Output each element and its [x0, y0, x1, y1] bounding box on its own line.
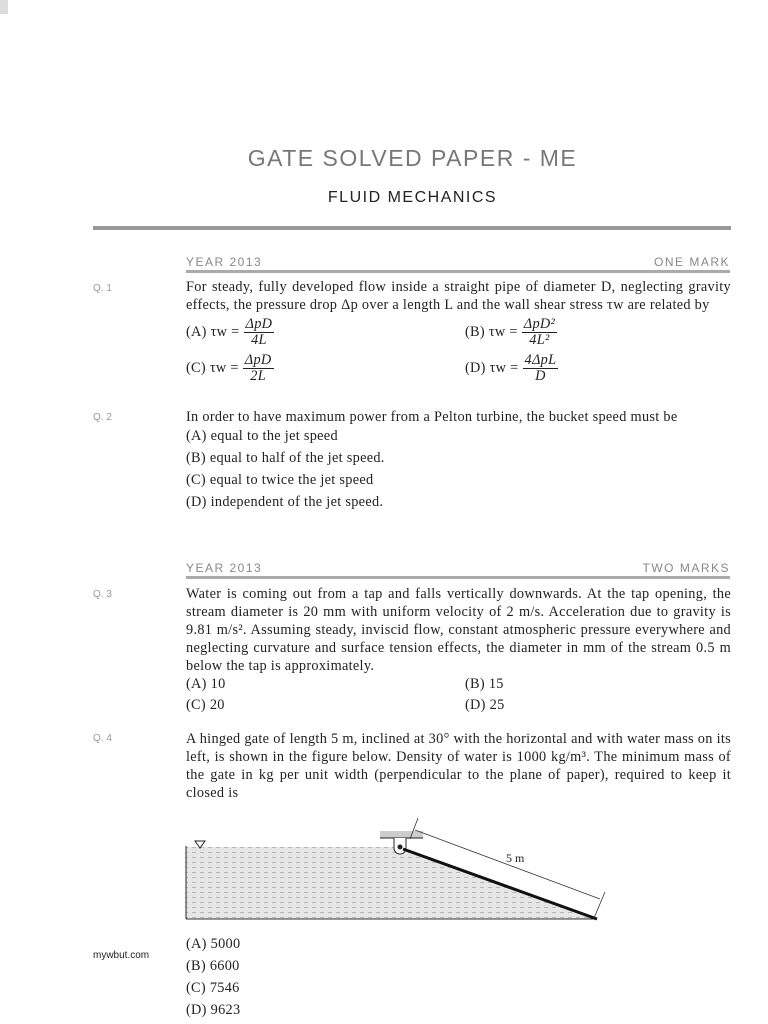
section-marks: ONE MARK [653, 255, 730, 269]
option-c: (C) 7546 [186, 980, 240, 996]
free-surface-icon [195, 841, 205, 848]
question-number: Q. 2 [93, 412, 112, 423]
question-number: Q. 3 [93, 589, 112, 600]
option-c: (C) equal to twice the jet speed [186, 472, 374, 488]
option-d: (D) τw = $\frac{\text{4ΔpL}}{D}$ [465, 351, 557, 384]
question-text: In order to have maximum power from a Pelton turbine, the bucket speed must be [186, 409, 678, 425]
question-number: Q. 1 [93, 283, 112, 294]
question-text: Water is coming out from a tap and falls vertically downwards. At the tap opening, the stream diameter is 20 mm with uniform velocity of 2 m/s. Acceleration due to gravity is 9.81 m/s². Assuming steady, inviscid flow, constant atmospheric pressure everywhere and neglecting curvature and surface tension effects, the diameter in mm of the stream 0.5 m below the tap is approximately. [186, 586, 731, 674]
section-year: YEAR 2013 [186, 255, 263, 269]
subject-title: FLUID MECHANICS [327, 189, 498, 206]
option-b: (B) τw = $\frac{\text{ΔpD²}}{\text{4L²}}$ [465, 315, 556, 348]
paper-title: GATE SOLVED PAPER - ME [247, 145, 578, 171]
option-a: (A) equal to the jet speed [186, 428, 338, 444]
option-b: (B) equal to half of the jet speed. [186, 450, 385, 466]
question-4-options [186, 935, 731, 1019]
option-c: (C) τw = $\frac{\text{ΔpD}}{2L}$ [186, 351, 272, 384]
footer-site: mywbut.com [93, 950, 150, 961]
option-d: (D) independent of the jet speed. [186, 494, 384, 510]
option-a: (A) 10 [186, 676, 226, 692]
option-b: (B) 15 [465, 676, 504, 692]
option-a: (A) τw = $\frac{\text{ΔpD}}{4L}$ [186, 315, 273, 348]
hinge-support [380, 831, 423, 838]
section-year: YEAR 2013 [186, 561, 263, 575]
gate-length-label: 5 m [506, 851, 525, 865]
water-body [186, 847, 597, 919]
option-c: (C) 20 [186, 697, 225, 713]
option-b: (B) 6600 [186, 958, 240, 974]
option-a: (A) 5000 [186, 936, 241, 952]
section-marks: TWO MARKS [642, 561, 730, 575]
question-text: For steady, fully developed flow inside a straight pipe of diameter D, neglecting gravity effects, the pressure drop Δp over a length L and the wall shear stress τw are related by [186, 279, 731, 313]
question-text: A hinged gate of length 5 m, inclined at 30° with the horizontal and with water mass on its left, is shown in the figure below. Density of water is 1000 kg/m³. The minimum mass of the gate in kg per unit width (perpendicular to the plane of paper), required to keep it closed is [186, 731, 731, 801]
question-number: Q. 4 [93, 733, 112, 744]
option-d: (D) 25 [465, 697, 505, 713]
option-d: (D) 9623 [186, 1002, 241, 1018]
